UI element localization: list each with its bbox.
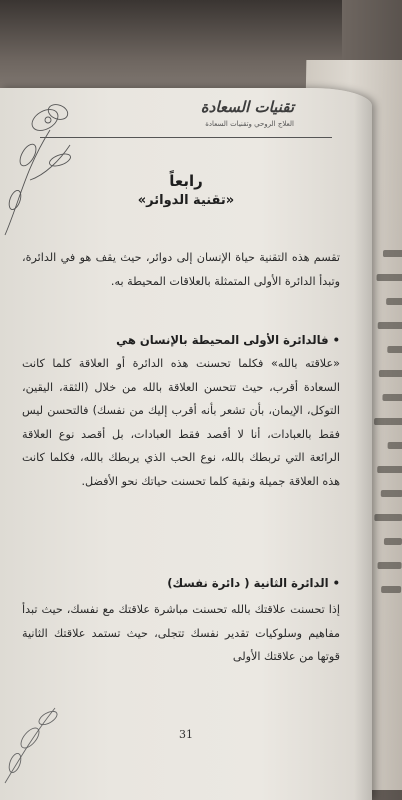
circle-one-paragraph: «علاقته بالله» فكلما تحسنت هذه الدائرة أو العلاقة كلما كانت السعادة أقرب، حيث تتحسن العلاقة بالله من خلال (الثقة، اليقين، التوكل، الإيمان، بأن تشعر بأنه أقرب إليك من نفسك) فالتحسن ليس فقط بالعبادات، أنا لا أقصد فقط العبادات، بل أقصد نوع العلاقة الرائعة التي تربطك بالله، نوع الحب الذي يربطك بالله، فكلما كانت هذه العلاقة جميلة ونقية كلما تحسنت حياتك نحو الأفضل. [22,357,340,488]
circle-two-heading: • الدائرة الثانية ( دائرة نفسك) [167,576,340,590]
intro-paragraph: تقسم هذه التقنية حياة الإنسان إلى دوائر، حيث يقف هو في الدائرة، وتبدأ الدائرة الأولى المتمثلة بالعلاقات المحيطة به. [22,251,340,288]
running-header-subtitle: العلاج الروحي وتقنيات السعادة [205,120,294,128]
circle-one-heading: • فالدائرة الأولى المحيطة بالإنسان هي [116,333,340,347]
section-title: «تقنية الدوائر» [137,193,235,208]
running-header-title: تقنيات السعادة [200,98,294,116]
page-number: 31 [179,728,193,741]
circle-two-paragraph: إذا تحسنت علاقتك بالله تحسنت مباشرة علاقتك مع نفسك، حيث تبدأ مفاهيم وسلوكيات تقدير نفسك تتجلى، حيث تستمد علاقتك الثانية قوتها من علاقتك الأولى [22,603,340,663]
section-number: رابعاً [169,172,203,190]
floral-ornament-icon [0,90,80,240]
book-page [0,88,372,800]
header-divider [40,137,332,138]
